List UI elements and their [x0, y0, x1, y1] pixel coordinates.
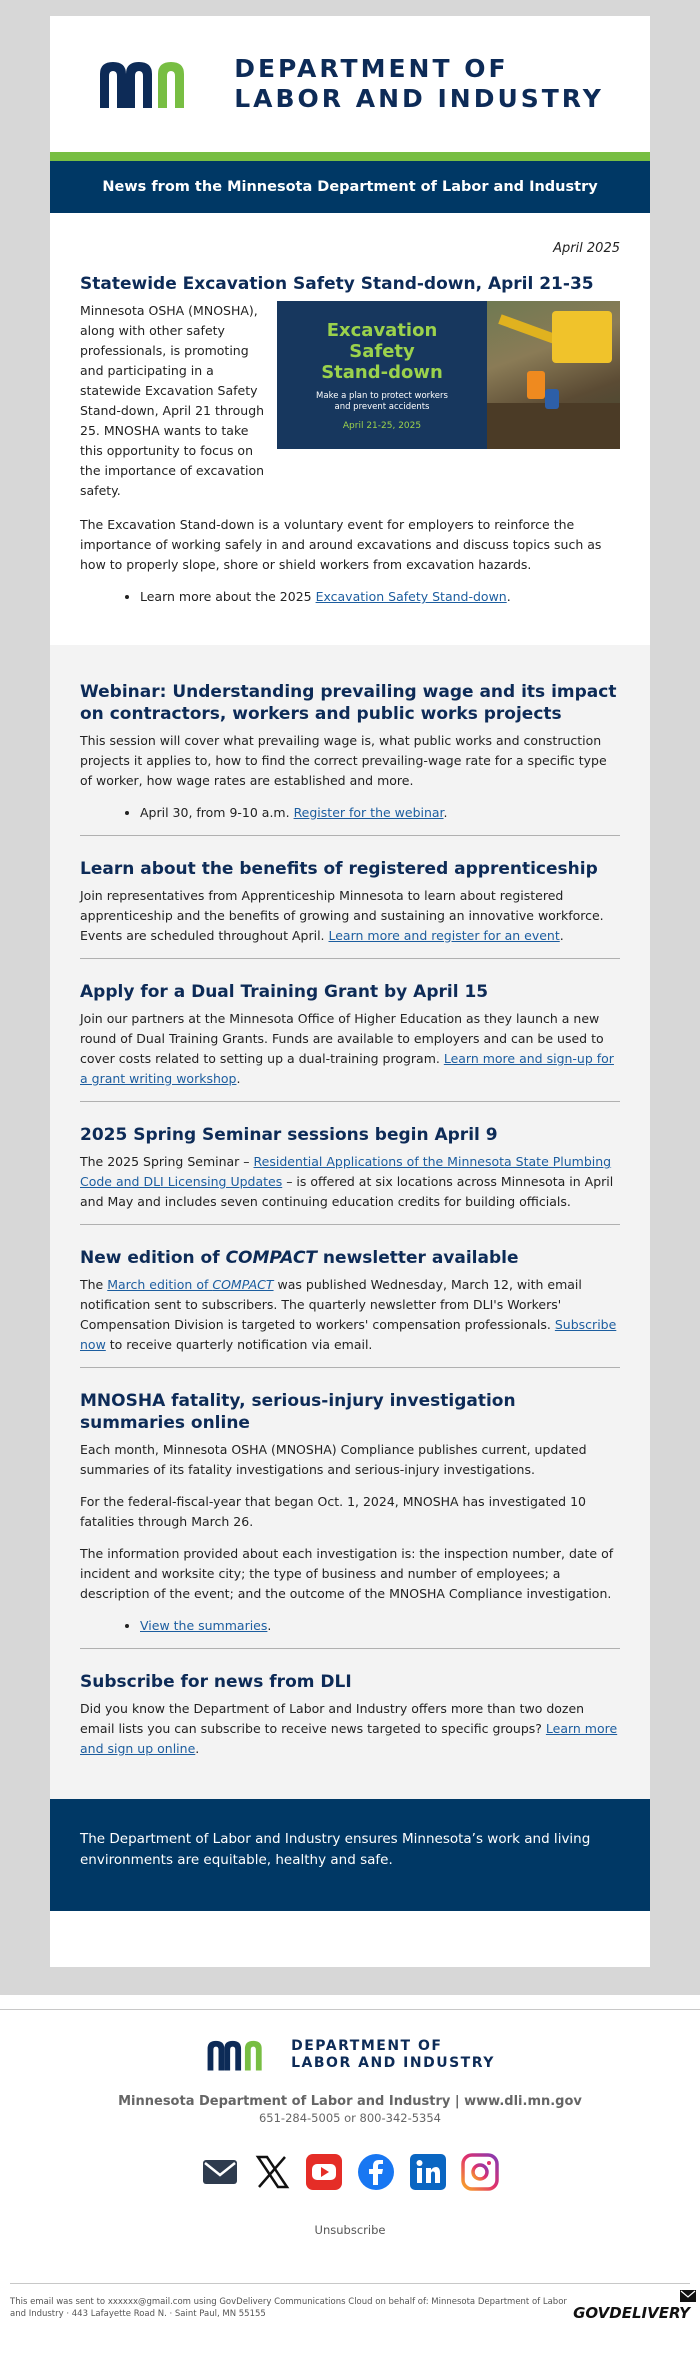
compact-body: The March edition of COMPACT was published Wednesday, March 12, with email notification sent to subscribers. The quarterly newsletter from DLI's Workers' Compensation Division is targeted to workers' compensation professionals. Subscribe now to receive quarterly notification via email.	[80, 1277, 617, 1352]
mnosha-p2: For the federal-fiscal-year that began Oct. 1, 2024, MNOSHA has investigated 10 fatalities through March 26.	[80, 1494, 586, 1529]
excavation-section	[50, 213, 650, 645]
department-name	[234, 54, 604, 114]
hero-title: Excavation Safety Stand-down	[321, 319, 443, 383]
email-card	[50, 16, 650, 1967]
linkedin-icon[interactable]	[409, 2153, 447, 2191]
dept-line-1: DEPARTMENT OF	[234, 54, 509, 83]
excavation-photo	[487, 301, 620, 449]
page-footer	[0, 2009, 700, 2322]
webinar-bullets	[80, 803, 620, 823]
excavation-standdown-link[interactable]: Excavation Safety Stand-down	[315, 589, 507, 604]
divider	[80, 1101, 620, 1102]
seminar-body: The 2025 Spring Seminar – Residential Applications of the Minnesota State Plumbing Code and DLI Licensing Updates – is offered at six locations across Minnesota in April and May and includes seven continuing education credits for building officials.	[80, 1154, 614, 1209]
subscribe-body: Did you know the Department of Labor and Industry offers more than two dozen email lists you can subscribe to receive news targeted to specific groups? Learn more and sign up online.	[80, 1701, 618, 1756]
excavation-hero-image	[277, 301, 620, 449]
mnosha-bullet: • View the summaries.	[140, 1616, 620, 1636]
apprenticeship-body: Join representatives from Apprenticeship Minnesota to learn about registered apprenticeship and the benefits of growing and sustaining an innovative workforce. Events are scheduled throughout April. Learn more and register for an event.	[80, 888, 604, 943]
dept-line-2: LABOR AND INDUSTRY	[234, 84, 604, 113]
footer-contact: Minnesota Department of Labor and Industry | www.dli.mn.gov	[118, 2094, 582, 2109]
compact-title: New edition of COMPACT newsletter available	[80, 1248, 519, 1268]
excavation-bullet: • Learn more about the 2025 Excavation Safety Stand-down.	[140, 587, 620, 607]
mnosha-bullets	[80, 1616, 620, 1636]
divider	[80, 1224, 620, 1225]
footer-phones: 651-284-5005 or 800-342-5354	[258, 2111, 441, 2125]
mnosha-p1: Each month, Minnesota OSHA (MNOSHA) Compliance publishes current, updated summaries of its fatality investigations and serious-injury investigations.	[80, 1442, 587, 1477]
delivery-notice	[10, 2283, 690, 2322]
footer-logo	[0, 2038, 700, 2072]
unsubscribe-link[interactable]: Unsubscribe	[314, 2223, 386, 2237]
webinar-body: This session will cover what prevailing wage is, what public works and construction projects it applies to, how to find the correct prevailing-wage rate for a specific type of worker, how wage rates are established and more.	[80, 733, 607, 788]
excavation-intro	[80, 301, 620, 501]
seminar-title: 2025 Spring Seminar sessions begin April 9	[80, 1125, 498, 1145]
seminar-link[interactable]: Residential Applications of the Minnesota State Plumbing Code and DLI Licensing Updates	[80, 1154, 612, 1189]
instagram-icon[interactable]	[461, 2153, 499, 2191]
hero-dates: April 21-25, 2025	[342, 420, 422, 431]
hero-text-panel	[277, 301, 487, 449]
webinar-register-link[interactable]: Register for the webinar	[293, 805, 444, 820]
mnosha-p3: The information provided about each investigation is: the inspection number, date of incident and worksite city; the type of business and number of employees; a description of the event; and the outcome of the MNOSHA Compliance investigation.	[80, 1546, 614, 1601]
govdelivery-logo: GOVDELIVERY	[573, 2296, 690, 2322]
sent-to-notice: This email was sent to xxxxxx@gmail.com using GovDelivery Communications Cloud on behalf of: Minnesota Department of Labor and Industry · 443 Lafayette Road N. · Saint Paul, MN 55155	[10, 2297, 567, 2319]
webinar-bullet: • April 30, from 9-10 a.m. Register for the webinar.	[140, 803, 620, 823]
green-accent-bar	[50, 152, 650, 161]
footer-department-name: DEPARTMENT OF LABOR AND INDUSTRY	[291, 2038, 495, 2071]
email-icon[interactable]	[201, 2153, 239, 2191]
header-logo	[50, 16, 650, 152]
mission-statement: The Department of Labor and Industry ensures Minnesota’s work and living environments are equitable, healthy and safe.	[80, 1831, 591, 1868]
divider	[80, 1648, 620, 1649]
excavation-title: Statewide Excavation Safety Stand-down, April 21-35	[80, 274, 594, 294]
excavation-intro-text: Minnesota OSHA (MNOSHA), along with other safety professionals, is promoting and participating in a statewide Excavation Safety Stand-down, April 21 through 25. MNOSHA wants to take this opportunity to focus on the importance of excavation safety.	[80, 303, 265, 498]
divider	[80, 958, 620, 959]
newsletter-banner: News from the Minnesota Department of Labor and Industry	[50, 161, 650, 213]
envelope-icon	[680, 2290, 696, 2302]
excavation-bullets	[80, 587, 620, 607]
divider	[80, 835, 620, 836]
compact-subscribe-link[interactable]: Subscribe now	[80, 1317, 617, 1352]
youtube-icon[interactable]	[305, 2153, 343, 2191]
social-links	[0, 2153, 700, 2191]
dual-training-title: Apply for a Dual Training Grant by April 15	[80, 982, 489, 1002]
compact-march-link[interactable]: March edition of COMPACT	[107, 1277, 274, 1292]
grant-workshop-link[interactable]: Learn more and sign-up for a grant writing workshop	[80, 1051, 614, 1086]
mission-band	[50, 1799, 650, 1911]
issue-date: April 2025	[553, 241, 620, 256]
mn-logo-icon	[205, 2038, 281, 2072]
hero-subtitle: Make a plan to protect workers and prevent accidents	[316, 390, 448, 412]
dual-training-body: Join our partners at the Minnesota Office of Higher Education as they launch a new round of Dual Training Grants. Funds are available to employers and can be used to cover costs related to setting up a dual-training program. Learn more and sign-up for a grant writing workshop.	[80, 1011, 614, 1086]
news-items	[50, 645, 650, 1799]
x-twitter-icon[interactable]	[253, 2153, 291, 2191]
webinar-title: Webinar: Understanding prevailing wage and its impact on contractors, workers and public works projects	[80, 682, 617, 724]
facebook-icon[interactable]	[357, 2153, 395, 2191]
view-summaries-link[interactable]: View the summaries	[140, 1618, 268, 1633]
divider	[80, 1367, 620, 1368]
mn-logo-icon	[96, 58, 214, 110]
excavation-body: The Excavation Stand-down is a voluntary event for employers to reinforce the importance of working safely in and around excavations and discuss topics such as how to properly slope, shore or shield workers from excavation hazards.	[80, 517, 602, 572]
subscribe-title: Subscribe for news from DLI	[80, 1672, 352, 1692]
apprenticeship-title: Learn about the benefits of registered apprenticeship	[80, 859, 598, 879]
subscribe-signup-link[interactable]: Learn more and sign up online	[80, 1721, 618, 1756]
apprenticeship-register-link[interactable]: Learn more and register for an event	[328, 928, 560, 943]
mnosha-title: MNOSHA fatality, serious-injury investigation summaries online	[80, 1391, 516, 1433]
